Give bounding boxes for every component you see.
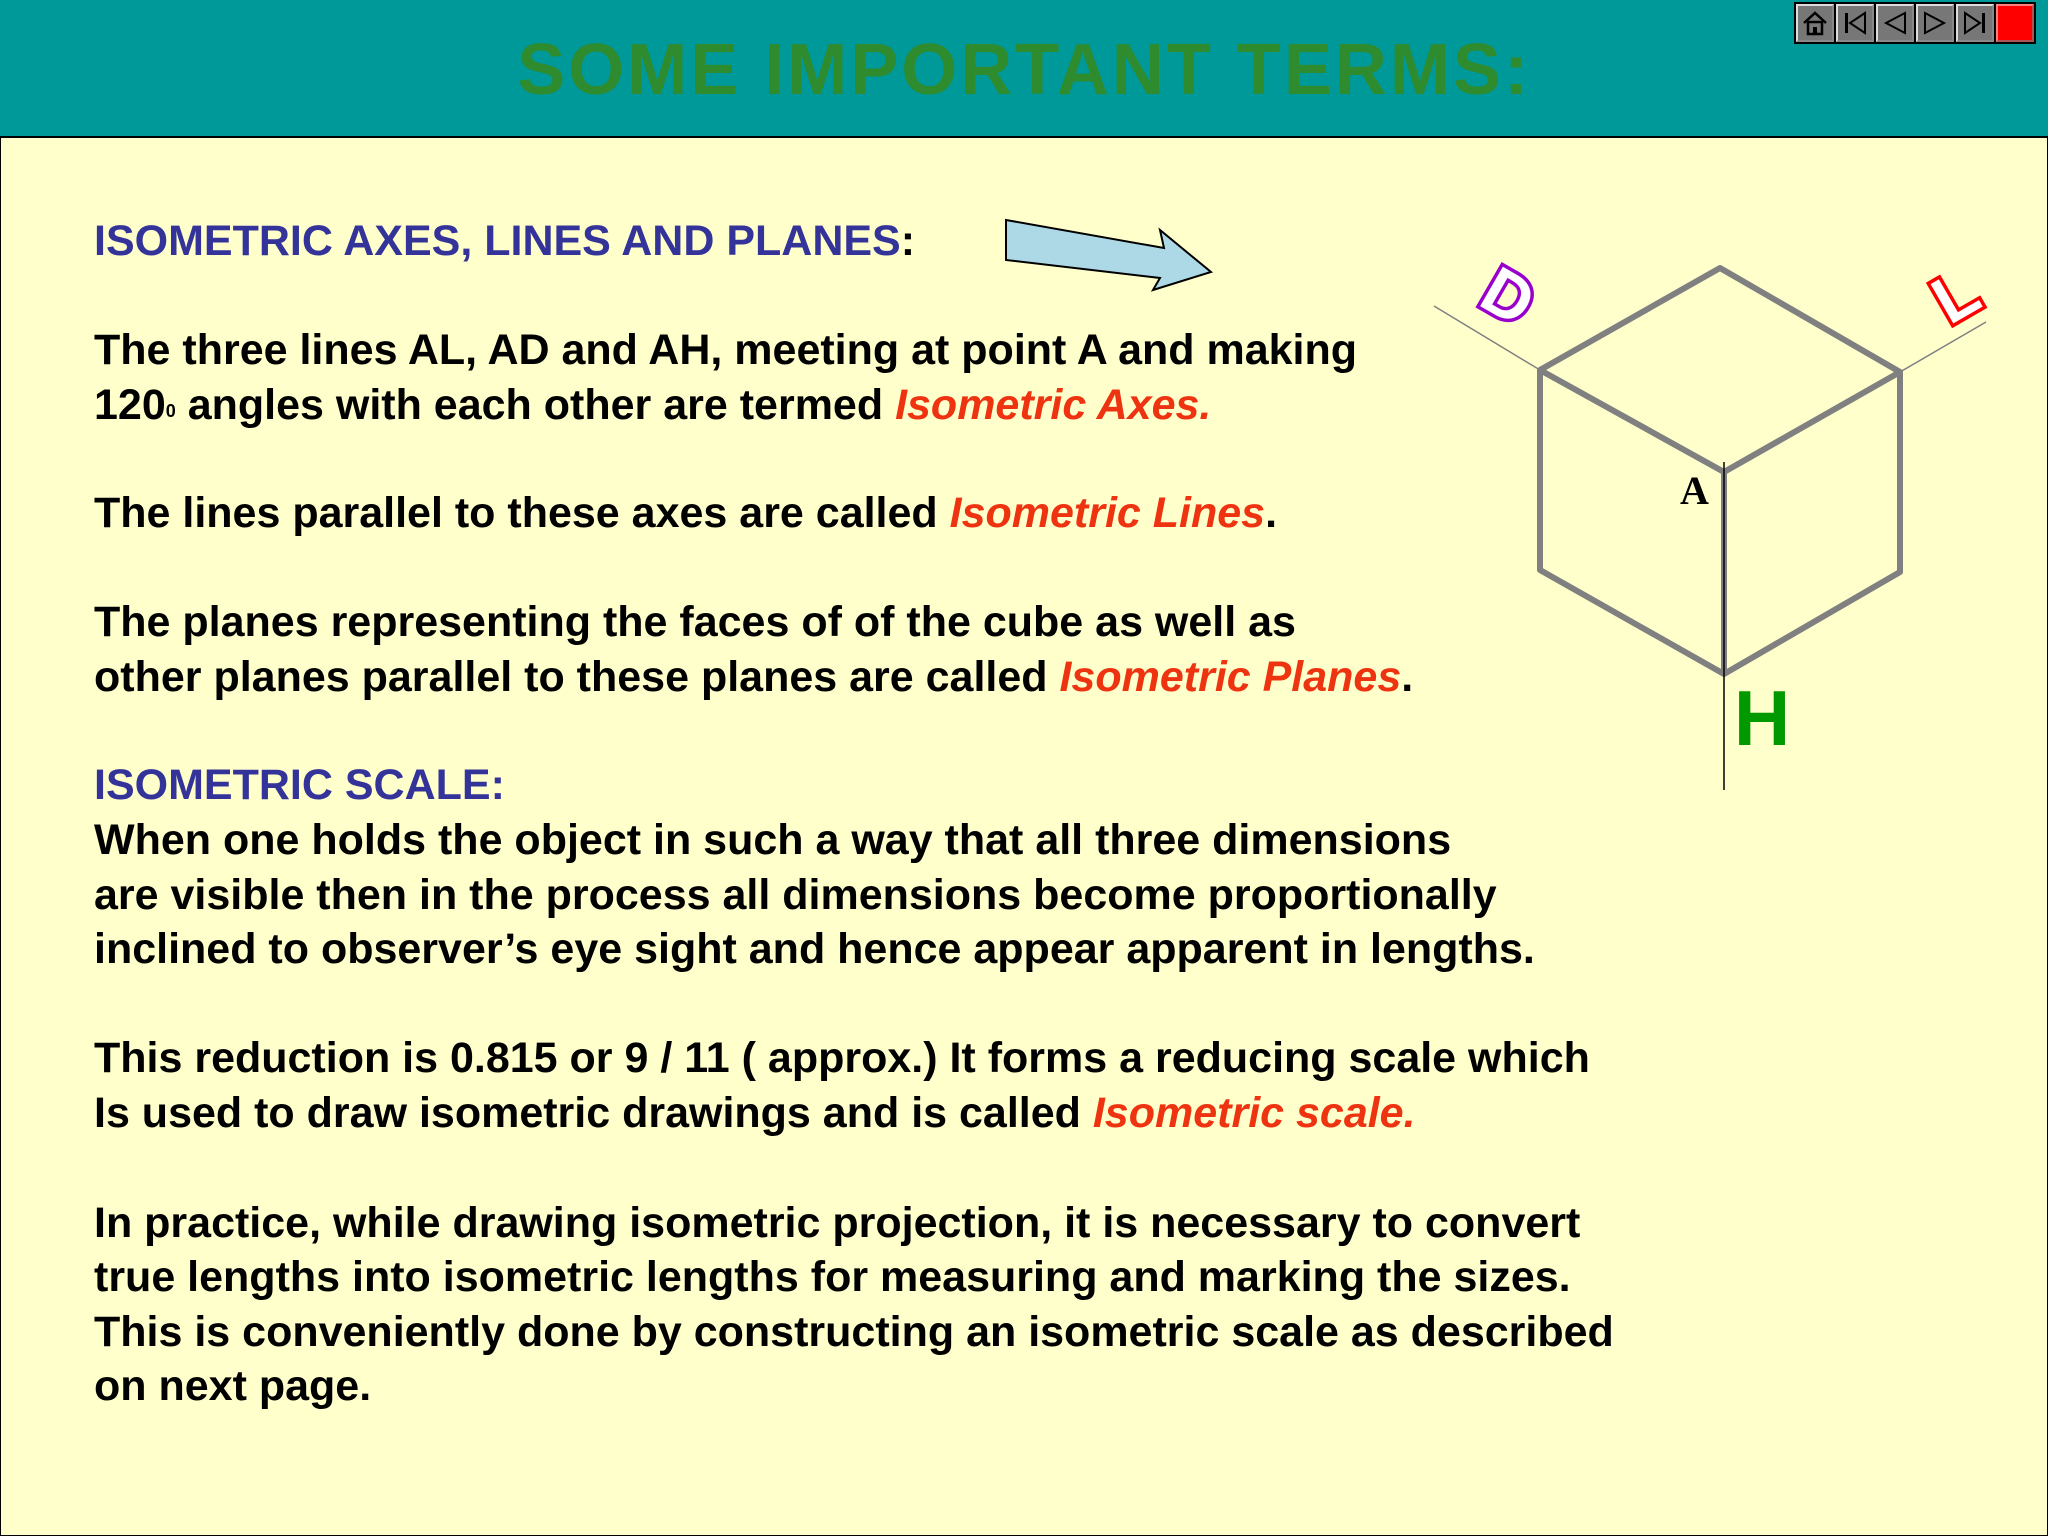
label-h: H bbox=[1733, 674, 1791, 762]
reduction-paragraph-line-1: This reduction is 0.815 or 9 / 11 ( approx.) It forms a reducing scale which bbox=[94, 1034, 1590, 1082]
lines-paragraph-end: . bbox=[1265, 489, 1278, 537]
practice-paragraph-line-2: true lengths into isometric lengths for measuring and marking the sizes. bbox=[94, 1253, 1571, 1301]
degree-superscript: 0 bbox=[165, 401, 176, 421]
label-d: D bbox=[1469, 251, 1548, 340]
reduction-paragraph-text: Is used to draw isometric drawings and is called bbox=[94, 1089, 1093, 1137]
term-isometric-scale: Isometric scale. bbox=[1092, 1089, 1416, 1137]
planes-paragraph-line-1: The planes representing the faces of of the cube as well as bbox=[94, 598, 1296, 646]
axes-paragraph-line-1: The three lines AL, AD and AH, meeting at point A and making bbox=[94, 326, 1358, 374]
scale-paragraph-line-1: When one holds the object in such a way that all three dimensions bbox=[94, 816, 1452, 864]
isometric-cube bbox=[1540, 268, 1900, 674]
practice-paragraph-line-4: on next page. bbox=[94, 1362, 372, 1410]
term-isometric-planes: Isometric Planes bbox=[1059, 653, 1402, 701]
term-isometric-lines: Isometric Lines bbox=[949, 489, 1266, 537]
practice-paragraph-line-3: This is conveniently done by constructing an isometric scale as described bbox=[94, 1308, 1614, 1356]
term-isometric-axes: Isometric Axes. bbox=[895, 381, 1212, 429]
axes-heading: ISOMETRIC AXES, LINES AND PLANES bbox=[94, 217, 901, 265]
arrow-icon bbox=[1006, 220, 1211, 290]
extension-line-l bbox=[1900, 322, 1986, 372]
axes-paragraph-text: angles with each other are termed bbox=[175, 381, 896, 429]
planes-paragraph-end: . bbox=[1401, 653, 1414, 701]
scale-heading: ISOMETRIC SCALE: bbox=[94, 761, 505, 809]
angle-value: 120 bbox=[94, 381, 166, 429]
scale-paragraph-line-2: are visible then in the process all dimensions become proportionally bbox=[94, 871, 1497, 919]
label-l: L bbox=[1919, 253, 1992, 338]
lines-paragraph-text: The lines parallel to these axes are called bbox=[94, 489, 950, 537]
axes-heading-colon: : bbox=[900, 217, 916, 265]
label-a: A bbox=[1680, 468, 1709, 513]
practice-paragraph-line-1: In practice, while drawing isometric projection, it is necessary to convert bbox=[94, 1199, 1581, 1247]
axis-ad bbox=[1540, 370, 1724, 472]
planes-paragraph-text: other planes parallel to these planes are called bbox=[94, 653, 1060, 701]
slide-title: SOME IMPORTANT TERMS: bbox=[517, 30, 1531, 110]
axis-al bbox=[1724, 372, 1900, 472]
scale-paragraph-line-3: inclined to observer’s eye sight and hence appear apparent in lengths. bbox=[94, 925, 1535, 973]
